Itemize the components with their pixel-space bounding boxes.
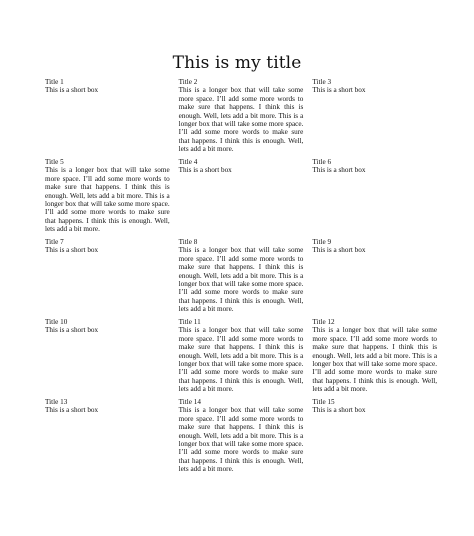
box-title: Title 8 [178,238,198,246]
grid-row-5 [45,398,437,478]
box-text: This is a short box [178,166,232,175]
box-title: Title 4 [178,158,198,166]
box-title: Title 3 [312,78,332,86]
box-text: This is a short box [312,406,366,415]
grid-row-1 [45,78,437,158]
box-title-4 [179,158,304,238]
box-title-14 [179,398,304,478]
box-title: Title 10 [45,318,68,326]
box-title-2 [179,78,304,158]
grid-row-4 [45,318,437,398]
box-title-8 [179,238,304,318]
box-title: Title 2 [178,78,198,86]
box-text: This is a longer box that will take some more space. I’ll add some more words to make sure that happens. I think this is enough. Well, lets add a bit more. This is a longer box that will take some more space. I’ll add some more words to make sure that happens. I think this is enough. Well, lets add a bit more. [312,326,438,394]
box-title-7 [45,238,170,318]
box-title-6 [312,158,437,238]
box-text: This is a short box [45,406,99,415]
box-grid [45,78,437,478]
box-text: This is a longer box that will take some more space. I’ll add some more words to make sure that happens. I think this is enough. Well, lets add a bit more. This is a longer box that will take some more space. I’ll add some more words to make sure that happens. I think this is enough. Well, lets add a bit more. [45,166,170,234]
box-text: This is a short box [312,246,366,255]
box-text: This is a short box [312,86,366,95]
box-title: Title 7 [45,238,64,246]
page-title: This is my title [172,53,302,73]
box-text: This is a longer box that will take some more space. I’ll add some more words to make sure that happens. I think this is enough. Well, lets add a bit more. This is a longer box that will take some more space. I’ll add some more words to make sure that happens. I think this is enough. Well, lets add a bit more. [178,246,304,314]
box-title: Title 6 [312,158,332,166]
box-title-15 [312,398,437,478]
box-title: Title 5 [45,158,64,166]
box-text: This is a longer box that will take some more space. I’ll add some more words to make sure that happens. I think this is enough. Well, lets add a bit more. This is a longer box that will take some more space. I’ll add some more words to make sure that happens. I think this is enough. Well, lets add a bit more. [178,86,304,154]
grid-row-2 [45,158,437,238]
box-title-12 [312,318,437,398]
box-title: Title 13 [45,398,68,406]
box-title: Title 1 [45,78,64,86]
box-text: This is a short box [45,326,99,335]
box-title: Title 11 [178,318,201,326]
box-text: This is a short box [45,246,99,255]
box-title-11 [179,318,304,398]
box-title: Title 9 [312,238,332,246]
box-title-10 [45,318,170,398]
box-title: Title 14 [178,398,201,406]
box-title: Title 15 [312,398,335,406]
box-title-1 [45,78,170,158]
box-text: This is a short box [312,166,366,175]
box-text: This is a longer box that will take some more space. I’ll add some more words to make sure that happens. I think this is enough. Well, lets add a bit more. This is a longer box that will take some more space. I’ll add some more words to make sure that happens. I think this is enough. Well, lets add a bit more. [178,326,304,394]
grid-row-3 [45,238,437,318]
box-text: This is a longer box that will take some more space. I’ll add some more words to make sure that happens. I think this is enough. Well, lets add a bit more. This is a longer box that will take some more space. I’ll add some more words to make sure that happens. I think this is enough. Well, lets add a bit more. [178,406,304,474]
box-title: Title 12 [312,318,335,326]
box-text: This is a short box [45,86,99,95]
box-title-3 [312,78,437,158]
box-title-5 [45,158,170,238]
box-title-9 [312,238,437,318]
box-title-13 [45,398,170,478]
